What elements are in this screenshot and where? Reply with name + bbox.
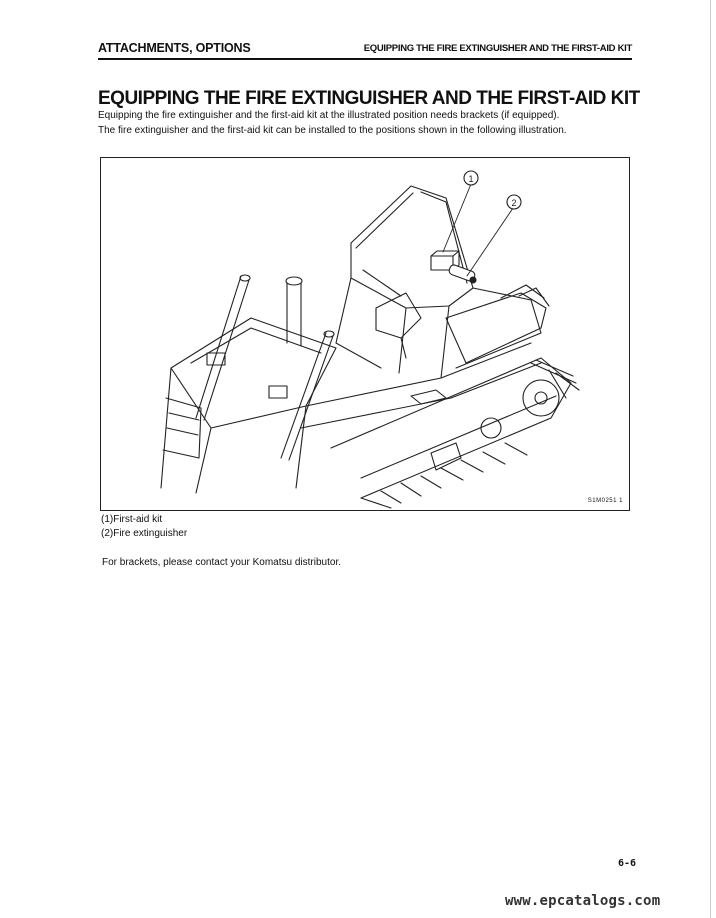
callout-1: 1 — [468, 174, 474, 184]
caption-first-aid-kit: (1)First-aid kit — [101, 514, 163, 525]
bulldozer-drawing — [101, 158, 631, 512]
header-chapter: EQUIPPING THE FIRE EXTINGUISHER AND THE FIRST-AID KIT — [363, 43, 632, 54]
intro-line-1: Equipping the fire extinguisher and the first-aid kit at the illustrated position needs brackets (if equipped). — [98, 110, 560, 121]
page-title: EQUIPPING THE FIRE EXTINGUISHER AND THE FIRST-AID KIT — [98, 88, 640, 109]
header-rule — [98, 58, 632, 60]
header-section: ATTACHMENTS, OPTIONS — [98, 41, 251, 55]
bulldozer-illustration — [100, 157, 630, 511]
figure-code: S1M0251 1 — [587, 498, 623, 504]
intro-line-2: The fire extinguisher and the first-aid kit can be installed to the positions shown in the following illustration. — [98, 125, 567, 136]
page-number: 6-6 — [618, 858, 637, 869]
callout-2: 2 — [511, 198, 517, 208]
page-edge-line — [710, 0, 711, 918]
caption-fire-extinguisher: (2)Fire extinguisher — [101, 528, 188, 539]
website-link[interactable]: www.epcatalogs.com — [505, 893, 661, 909]
bracket-note: For brackets, please contact your Komatsu distributor. — [102, 557, 341, 568]
